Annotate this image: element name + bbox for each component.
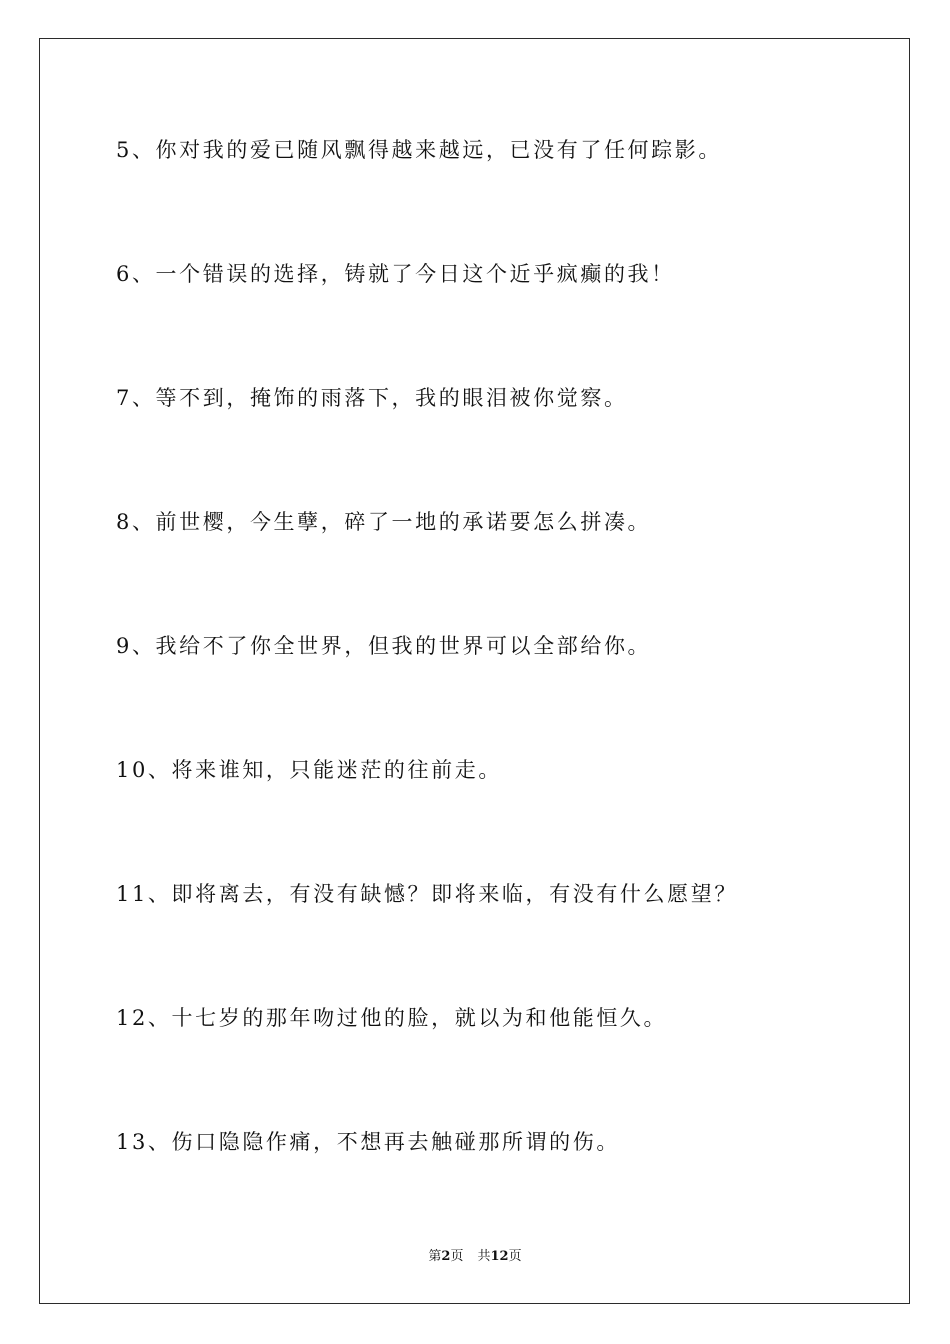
page-footer bbox=[0, 1248, 950, 1266]
sentence-8: 8、前世樱，今生孽，碎了一地的承诺要怎么拼凑。 bbox=[116, 510, 652, 534]
page-border bbox=[39, 38, 910, 1304]
sentence-6: 6、一个错误的选择，铸就了今日这个近乎疯癫的我！ bbox=[116, 262, 675, 286]
sentence-12: 12、十七岁的那年吻过他的脸，就以为和他能恒久。 bbox=[116, 1006, 668, 1030]
sentence-7: 7、等不到，掩饰的雨落下，我的眼泪被你觉察。 bbox=[116, 386, 628, 410]
sentence-10: 10、将来谁知，只能迷茫的往前走。 bbox=[116, 758, 502, 782]
sentence-9: 9、我给不了你全世界，但我的世界可以全部给你。 bbox=[116, 634, 652, 658]
sentence-11: 11、即将离去，有没有缺憾？即将来临，有没有什么愿望？ bbox=[116, 882, 738, 906]
sentence-13: 13、伤口隐隐作痛，不想再去触碰那所谓的伤。 bbox=[116, 1130, 620, 1154]
page-number: 第2页 bbox=[428, 1249, 464, 1264]
page-total: 共12页 bbox=[477, 1249, 522, 1264]
sentence-5: 5、你对我的爱已随风飘得越来越远，已没有了任何踪影。 bbox=[116, 138, 722, 162]
